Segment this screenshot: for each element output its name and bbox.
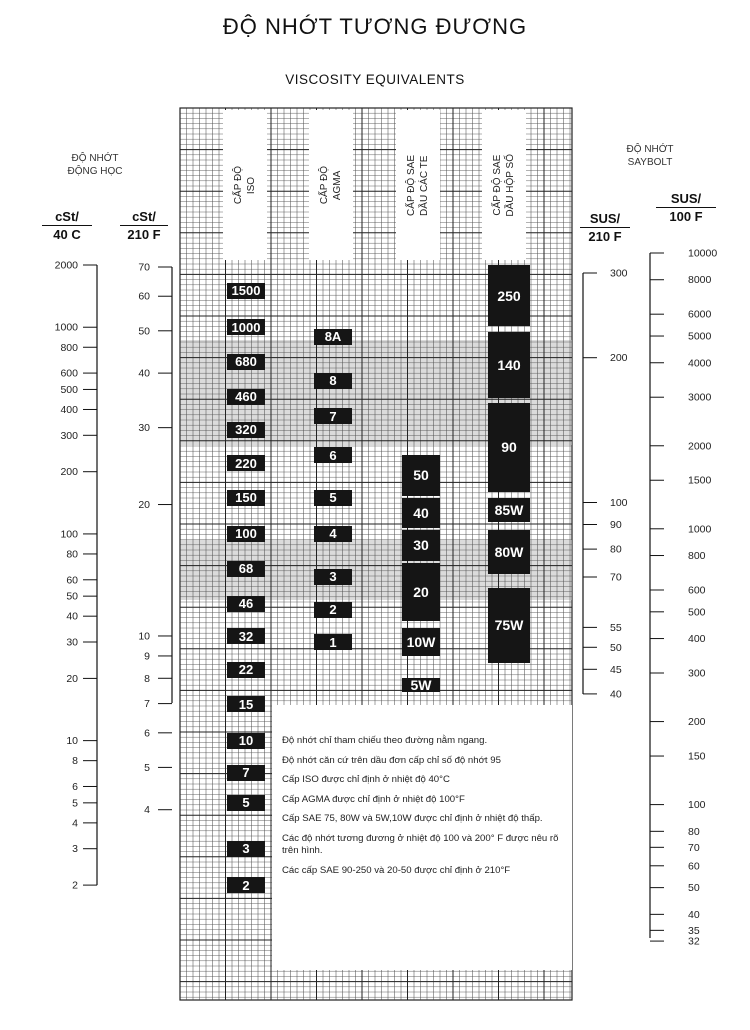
saybolt-header: ĐỘ NHỚT SAYBOLT	[626, 144, 674, 168]
scale-tick-label: 7	[144, 698, 150, 711]
iso-grade-badge	[227, 389, 265, 405]
scale-tick-label: 10	[138, 630, 150, 643]
badge-label: 20	[413, 584, 429, 601]
sae-gear-band	[488, 403, 530, 492]
scale-tick-label: 2000	[54, 259, 78, 272]
scale-tick-label: 80	[66, 548, 78, 561]
sae-crankcase-band	[402, 455, 440, 495]
scale-tick-label: 100	[60, 528, 78, 541]
badge-label: 140	[497, 356, 521, 373]
note-4: Cấp AGMA được chỉ định ở nhiệt độ 100°F	[282, 793, 465, 805]
page-subtitle: VISCOSITY EQUIVALENTS	[285, 72, 465, 87]
badge-label: 10	[238, 733, 254, 749]
scale-tick-label: 5	[72, 797, 78, 810]
sae-gear-column-header: CẤP ĐỘ SAE DẦU HỘP SỐ	[482, 110, 526, 260]
badge-label: 40	[413, 504, 429, 521]
badge-label: 7	[329, 408, 337, 424]
iso-grade-badge	[227, 696, 265, 712]
iso-grade-badge	[227, 733, 265, 749]
scale-tick-label: 6	[144, 727, 150, 740]
scale-tick-label: 1000	[688, 523, 712, 536]
iso-grade-badge	[227, 561, 265, 577]
unit-sus-100f: SUS/ 100 F	[656, 190, 716, 225]
badge-label: 32	[238, 628, 254, 644]
scale-tick-label: 9	[144, 650, 150, 663]
iso-grade-badge	[227, 877, 265, 893]
agma-grade-badge	[314, 634, 352, 650]
badge-label: 8A	[324, 329, 342, 345]
sae-crankcase-band	[402, 530, 440, 562]
scale-tick-label: 10	[66, 735, 78, 748]
note-7: Các cấp SAE 90-250 và 20-50 được chỉ định ở 210°F	[282, 864, 511, 876]
scale-tick-label: 50	[138, 325, 150, 338]
iso-grade-badge	[227, 526, 265, 542]
scale-sus_100f	[650, 248, 717, 948]
scale-tick-label: 300	[60, 429, 78, 442]
badge-label: 250	[497, 287, 521, 304]
scale-tick-label: 2	[72, 879, 78, 892]
scale-tick-label: 40	[66, 610, 78, 623]
agma-column-header: CẤP ĐỘ AGMA	[309, 110, 353, 260]
badge-label: 2	[242, 877, 250, 893]
scale-tick-label: 300	[688, 667, 706, 680]
unit-cst-210f: cSt/ 210 F	[120, 208, 168, 243]
note-3: Cấp ISO được chỉ định ở nhiệt độ 40°C	[282, 774, 450, 785]
note-6: Các độ nhớt tương đương ở nhiệt độ 100 và 200° F được nêu rõ trên hình.	[282, 832, 559, 856]
badge-label: 1	[329, 634, 337, 650]
scale-tick-label: 1000	[54, 321, 78, 334]
badge-label: 1000	[231, 319, 261, 335]
scale-tick-label: 40	[610, 688, 622, 701]
badge-label: 5	[242, 795, 250, 811]
iso-grade-badge	[227, 628, 265, 644]
scale-tick-label: 3000	[688, 391, 712, 404]
scale-tick-label: 800	[688, 550, 706, 563]
badge-label: 6	[329, 447, 337, 463]
iso-grade-badge	[227, 354, 265, 370]
iso-grade-badge	[227, 765, 265, 781]
scale-tick-label: 40	[688, 908, 700, 921]
badge-label: 220	[235, 455, 257, 471]
scale-tick-label: 200	[610, 352, 628, 365]
badge-label: 320	[235, 422, 257, 437]
sae-crankcase-band	[402, 563, 440, 621]
scale-tick-label: 100	[688, 799, 706, 812]
scale-tick-label: 55	[610, 621, 622, 634]
page-title: ĐỘ NHỚT TƯƠNG ĐƯƠNG	[222, 14, 528, 39]
scale-tick-label: 30	[138, 422, 150, 435]
scale-tick-label: 5	[144, 761, 150, 774]
scale-tick-label: 150	[688, 750, 706, 763]
scale-tick-label: 4000	[688, 357, 712, 370]
sae-gear-band	[488, 332, 530, 398]
scale-tick-label: 600	[688, 584, 706, 597]
badge-label: 15	[238, 696, 254, 712]
sae-gear-band	[488, 530, 530, 574]
scale-tick-label: 50	[66, 590, 78, 603]
badge-label: 5	[329, 490, 337, 506]
iso-grade-badge	[227, 596, 265, 612]
badge-label: 10W	[406, 634, 436, 651]
iso-grade-badge	[227, 795, 265, 811]
scale-tick-label: 8	[144, 672, 150, 685]
scale-tick-label: 32	[688, 935, 700, 948]
scale-tick-label: 3	[72, 843, 78, 856]
badge-label: 680	[235, 354, 257, 370]
sae-gear-band	[488, 265, 530, 326]
scale-tick-label: 40	[138, 367, 150, 380]
scale-tick-label: 500	[688, 606, 706, 619]
scale-tick-label: 60	[688, 860, 700, 873]
agma-grade-badge	[314, 408, 352, 424]
unit-sus-210f: SUS/ 210 F	[580, 210, 630, 245]
badge-label: 1500	[231, 283, 261, 299]
badge-label: 7	[242, 765, 250, 781]
scale-tick-label: 50	[688, 882, 700, 895]
scale-tick-label: 90	[610, 519, 622, 532]
scale-tick-label: 6000	[688, 308, 712, 321]
scale-tick-label: 70	[138, 261, 150, 274]
badge-label: 5W	[410, 677, 432, 694]
scale-tick-label: 400	[688, 633, 706, 646]
iso-column-header: CẤP ĐỘ ISO	[223, 110, 267, 260]
agma-grade-badge	[314, 490, 352, 506]
scale-tick-label: 80	[610, 543, 622, 556]
sae-crankcase-column-header: CẤP ĐỘ SAE DẦU CÁC TE	[396, 110, 440, 260]
scale-tick-label: 20	[66, 672, 78, 685]
scale-cst_40c	[55, 260, 97, 892]
scale-tick-label: 45	[610, 663, 622, 676]
scale-tick-label: 70	[688, 841, 700, 854]
scale-tick-label: 400	[60, 403, 78, 416]
agma-grade-badge	[314, 373, 352, 389]
scale-tick-label: 60	[138, 290, 150, 303]
badge-label: 75W	[494, 617, 524, 634]
iso-grade-badge	[227, 422, 265, 438]
note-2: Độ nhớt căn cứ trên dầu đơn cấp chỉ số độ nhớt 95	[282, 754, 501, 766]
iso-grade-badge	[227, 490, 265, 506]
agma-grade-badge	[314, 569, 352, 585]
badge-label: 90	[501, 439, 517, 456]
sae-gear-band	[488, 588, 530, 663]
scale-tick-label: 200	[60, 466, 78, 479]
scale-tick-label: 8000	[688, 274, 712, 287]
note-1: Độ nhớt chỉ tham chiếu theo đường nằm ngang.	[282, 735, 488, 746]
iso-grade-badge	[227, 319, 265, 335]
scale-tick-label: 600	[60, 367, 78, 380]
kinematic-header: ĐỘ NHỚT ĐỘNG HỌC	[67, 153, 123, 177]
scale-tick-label: 1500	[688, 474, 712, 487]
badge-label: 2	[329, 602, 337, 618]
scale-tick-label: 30	[66, 636, 78, 649]
badge-label: 46	[238, 596, 254, 612]
agma-grade-badge	[314, 329, 352, 345]
agma-grade-badge	[314, 602, 352, 618]
notes-box	[272, 705, 572, 970]
sae-crankcase-band	[402, 628, 440, 656]
scale-tick-label: 4	[72, 817, 78, 830]
note-5: Cấp SAE 75, 80W và 5W,10W được chỉ định ở nhiệt độ thấp.	[282, 813, 543, 824]
agma-grade-badge	[314, 526, 352, 542]
scale-tick-label: 100	[610, 496, 628, 509]
scale-tick-label: 70	[610, 571, 622, 584]
badge-label: 4	[329, 526, 337, 542]
badge-label: 22	[238, 662, 254, 678]
unit-cst-40c: cSt/ 40 C	[42, 208, 92, 243]
scale-tick-label: 300	[610, 267, 628, 280]
sae-gear-band	[488, 498, 530, 523]
badge-label: 3	[242, 841, 250, 857]
badge-label: 30	[413, 537, 429, 554]
scale-tick-label: 8	[72, 755, 78, 768]
scale-cst_210f	[138, 262, 172, 817]
iso-grade-badge	[227, 662, 265, 678]
scale-tick-label: 800	[60, 341, 78, 354]
scale-sus_210f	[583, 268, 628, 701]
badge-label: 85W	[494, 501, 524, 518]
scale-tick-label: 35	[688, 924, 700, 937]
badge-label: 3	[329, 569, 337, 585]
badge-label: 460	[235, 389, 257, 405]
scale-tick-label: 80	[688, 825, 700, 838]
badge-label: 80W	[494, 543, 524, 560]
sae-crankcase-band	[402, 678, 440, 692]
scale-tick-label: 6	[72, 780, 78, 793]
agma-grade-badge	[314, 447, 352, 463]
scale-tick-label: 2000	[688, 440, 712, 453]
iso-grade-badge	[227, 841, 265, 857]
scale-tick-label: 20	[138, 499, 150, 512]
badge-label: 50	[413, 467, 429, 484]
scale-tick-label: 200	[688, 716, 706, 729]
sae-crankcase-band	[402, 498, 440, 528]
scale-tick-label: 10000	[688, 247, 718, 260]
badge-label: 68	[238, 561, 254, 577]
badge-label: 150	[235, 490, 257, 506]
iso-grade-badge	[227, 455, 265, 471]
scale-tick-label: 4	[144, 804, 150, 817]
badge-label: 8	[329, 373, 337, 389]
badge-label: 100	[235, 526, 257, 542]
iso-grade-badge	[227, 283, 265, 299]
scale-tick-label: 50	[610, 641, 622, 654]
scale-tick-label: 5000	[688, 330, 712, 343]
scale-tick-label: 60	[66, 574, 78, 587]
scale-tick-label: 500	[60, 383, 78, 396]
